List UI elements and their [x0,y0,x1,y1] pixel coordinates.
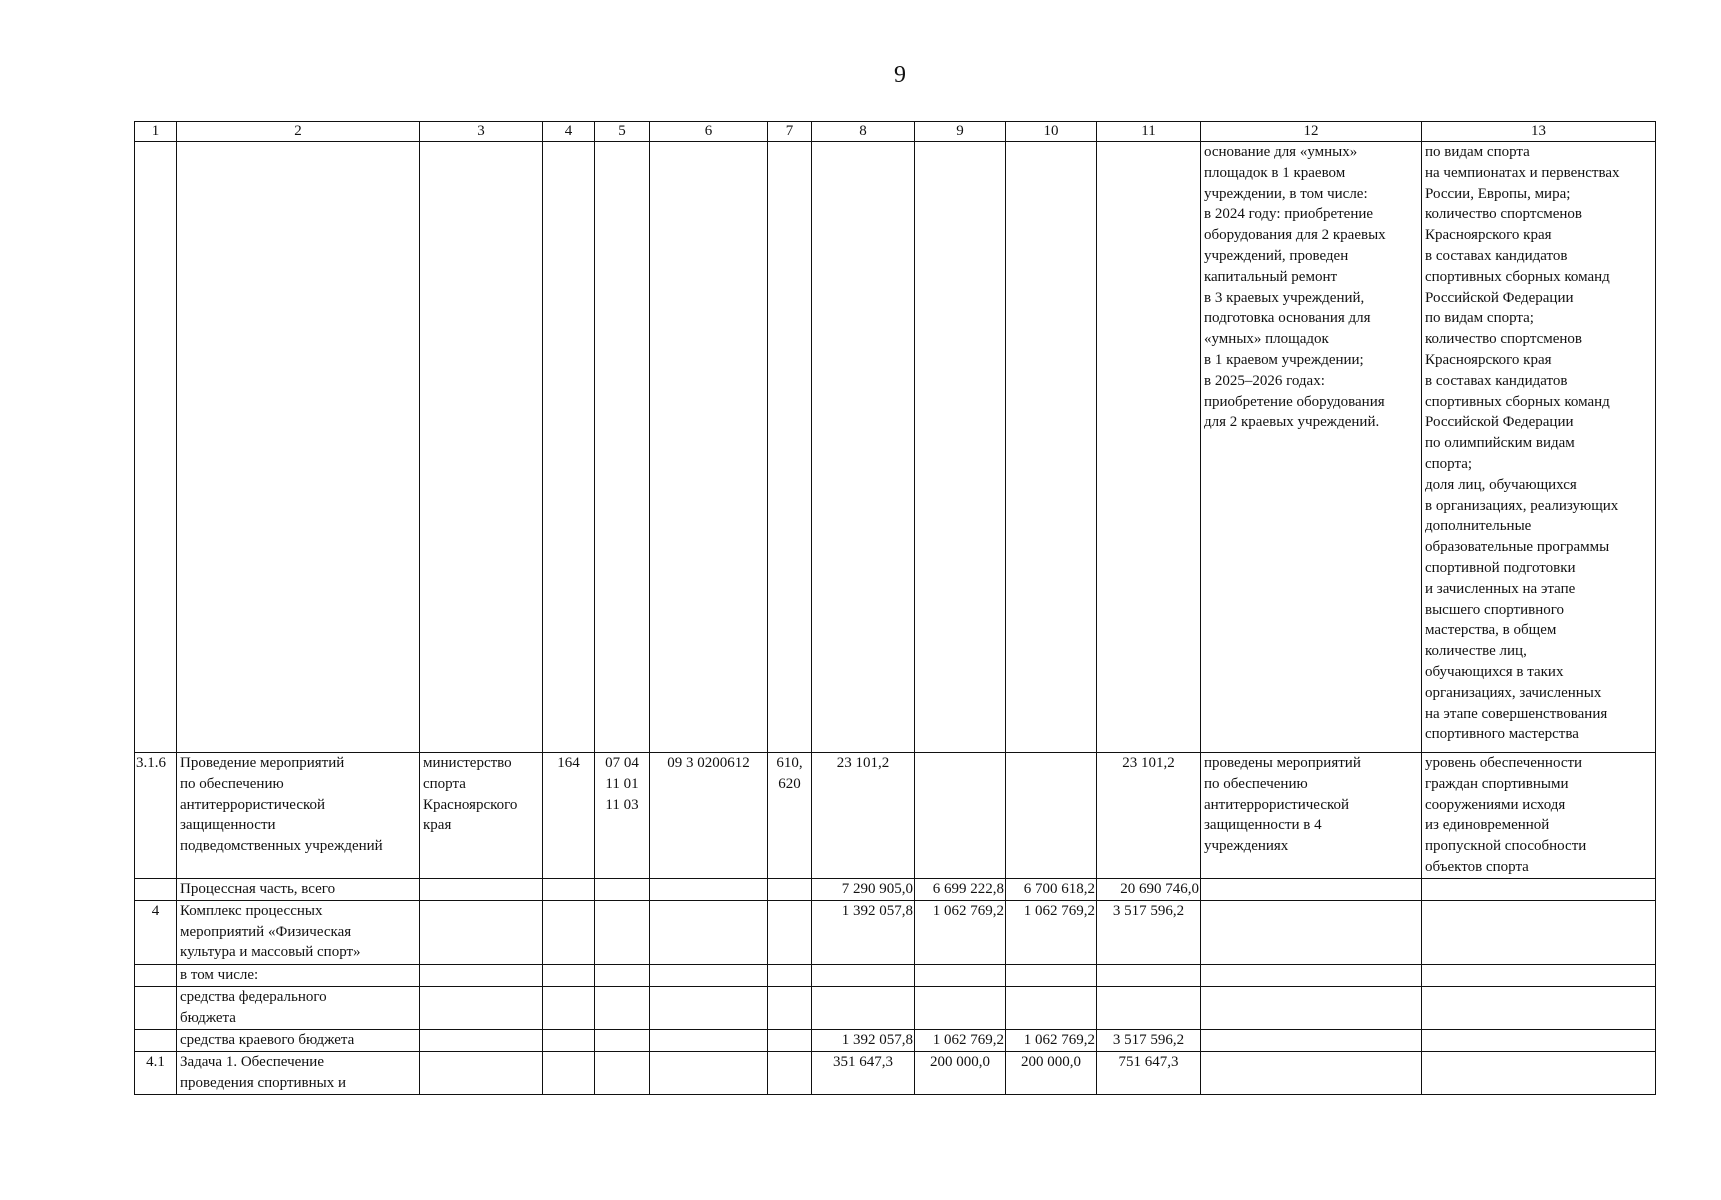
cell-indicator [1422,878,1656,900]
cell-grbs [543,142,595,753]
cell-amount-2024 [812,986,915,1029]
cell-expense-type [768,1029,812,1051]
cell-number [135,878,177,900]
cell-amount-2025 [915,753,1006,879]
cell-number [135,964,177,986]
cell-executor [420,142,543,753]
cell-amount-2026: 1 062 769,2 [1006,900,1097,964]
cell-result: основание для «умных» площадок в 1 краевом учреждении, в том числе: в 2024 году: приобретение оборудования для 2 краевых учреждений, проведен капитальный ремонт в 3 краевых учреждений, подготовка основания для «умных» площадок в 1 краевом учреждении; в 2025–2026 годах: приобретение оборудования для 2 краевых учреждений. [1201,142,1422,753]
cell-executor [420,964,543,986]
cell-grbs [543,1051,595,1094]
cell-amount-2024 [812,142,915,753]
header-cell: 5 [595,122,650,142]
cell-name: средства краевого бюджета [177,1029,420,1051]
cell-grbs [543,878,595,900]
cell-indicator: по видам спорта на чемпионатах и первенствах России, Европы, мира; количество спортсменов Красноярского края в составах кандидатов спортивных сборных команд Российской Федерации по видам спорта; количество спортсменов Красноярского края в составах кандидатов спортивных сборных команд Российской Федерации по олимпийским видам спорта; доля лиц, обучающихся в организациях, реализующих дополнительные образовательные программы спортивной подготовки и зачисленных на этапе высшего спортивного мастерства, в общем количестве лиц, обучающихся в таких организациях, зачисленных на этапе совершенствования спортивного мастерства [1422,142,1656,753]
header-cell: 11 [1097,122,1201,142]
cell-expense-type [768,986,812,1029]
table-row [135,900,1656,964]
cell-amount-2026 [1006,964,1097,986]
cell-amount-total: 3 517 596,2 [1097,900,1201,964]
cell-executor [420,986,543,1029]
header-cell: 2 [177,122,420,142]
page-number: 9 [894,62,906,88]
cell-indicator [1422,1029,1656,1051]
cell-amount-2025 [915,986,1006,1029]
cell-indicator [1422,900,1656,964]
cell-expense-type [768,878,812,900]
cell-amount-total: 3 517 596,2 [1097,1029,1201,1051]
cell-grbs [543,900,595,964]
cell-section [595,878,650,900]
cell-amount-2024: 351 647,3 [812,1051,915,1094]
cell-section: 07 04 11 01 11 03 [595,753,650,879]
cell-number [135,1029,177,1051]
cell-name: средства федерального бюджета [177,986,420,1029]
cell-expense-type [768,900,812,964]
cell-target-article [650,1051,768,1094]
cell-amount-2026: 6 700 618,2 [1006,878,1097,900]
cell-amount-2025 [915,142,1006,753]
cell-result [1201,1051,1422,1094]
cell-result [1201,878,1422,900]
cell-result: проведены мероприятий по обеспечению антитеррористической защищенности в 4 учреждениях [1201,753,1422,879]
header-cell: 3 [420,122,543,142]
header-cell: 6 [650,122,768,142]
cell-executor [420,900,543,964]
cell-amount-2025: 1 062 769,2 [915,1029,1006,1051]
cell-indicator [1422,964,1656,986]
cell-indicator: уровень обеспеченности граждан спортивными сооружениями исходя из единовременной пропускной способности объектов спорта [1422,753,1656,879]
cell-target-article: 09 3 0200612 [650,753,768,879]
cell-number: 3.1.6 [135,753,177,879]
cell-executor [420,1029,543,1051]
cell-result [1201,1029,1422,1051]
cell-expense-type [768,142,812,753]
cell-expense-type [768,964,812,986]
cell-amount-2025 [915,964,1006,986]
cell-target-article [650,964,768,986]
header-cell: 8 [812,122,915,142]
cell-result [1201,964,1422,986]
cell-executor [420,1051,543,1094]
table-row [135,964,1656,986]
cell-amount-2026 [1006,753,1097,879]
cell-executor [420,878,543,900]
header-cell: 10 [1006,122,1097,142]
cell-amount-2025: 6 699 222,8 [915,878,1006,900]
column-number-header [135,122,1656,142]
cell-amount-total: 23 101,2 [1097,753,1201,879]
cell-section [595,1029,650,1051]
cell-number [135,986,177,1029]
cell-amount-2026 [1006,986,1097,1029]
header-cell: 4 [543,122,595,142]
cell-grbs [543,986,595,1029]
header-cell: 7 [768,122,812,142]
cell-amount-2025: 1 062 769,2 [915,900,1006,964]
cell-section [595,900,650,964]
table-row [135,1029,1656,1051]
cell-amount-2026: 1 062 769,2 [1006,1029,1097,1051]
cell-name: Проведение мероприятий по обеспечению антитеррористической защищенности подведомственных учреждений [177,753,420,879]
cell-name: в том числе: [177,964,420,986]
cell-section [595,1051,650,1094]
header-cell: 13 [1422,122,1656,142]
cell-amount-total [1097,964,1201,986]
budget-table [134,121,1656,1095]
cell-result [1201,900,1422,964]
cell-amount-total: 751 647,3 [1097,1051,1201,1094]
cell-number [135,142,177,753]
cell-number: 4.1 [135,1051,177,1094]
cell-name [177,142,420,753]
cell-amount-2024: 7 290 905,0 [812,878,915,900]
cell-expense-type: 610, 620 [768,753,812,879]
cell-amount-2026 [1006,142,1097,753]
cell-name: Процессная часть, всего [177,878,420,900]
table-row [135,878,1656,900]
cell-grbs [543,1029,595,1051]
cell-indicator [1422,1051,1656,1094]
cell-result [1201,986,1422,1029]
cell-section [595,964,650,986]
table-row [135,1051,1656,1094]
header-cell: 9 [915,122,1006,142]
cell-target-article [650,986,768,1029]
table-row [135,753,1656,879]
cell-grbs: 164 [543,753,595,879]
cell-indicator [1422,986,1656,1029]
cell-amount-2024: 23 101,2 [812,753,915,879]
cell-amount-2024: 1 392 057,8 [812,900,915,964]
cell-amount-2024 [812,964,915,986]
cell-target-article [650,142,768,753]
cell-amount-2026: 200 000,0 [1006,1051,1097,1094]
cell-target-article [650,878,768,900]
cell-name: Комплекс процессных мероприятий «Физическая культура и массовый спорт» [177,900,420,964]
cell-grbs [543,964,595,986]
cell-amount-total [1097,986,1201,1029]
cell-number: 4 [135,900,177,964]
cell-amount-total: 20 690 746,0 [1097,878,1201,900]
cell-name: Задача 1. Обеспечение проведения спортивных и [177,1051,420,1094]
cell-target-article [650,900,768,964]
cell-expense-type [768,1051,812,1094]
cell-section [595,142,650,753]
header-cell: 1 [135,122,177,142]
cell-amount-2025: 200 000,0 [915,1051,1006,1094]
table-row [135,142,1656,753]
cell-amount-total [1097,142,1201,753]
cell-target-article [650,1029,768,1051]
cell-executor: министерство спорта Красноярского края [420,753,543,879]
header-cell: 12 [1201,122,1422,142]
cell-amount-2024: 1 392 057,8 [812,1029,915,1051]
table-row [135,986,1656,1029]
cell-section [595,986,650,1029]
